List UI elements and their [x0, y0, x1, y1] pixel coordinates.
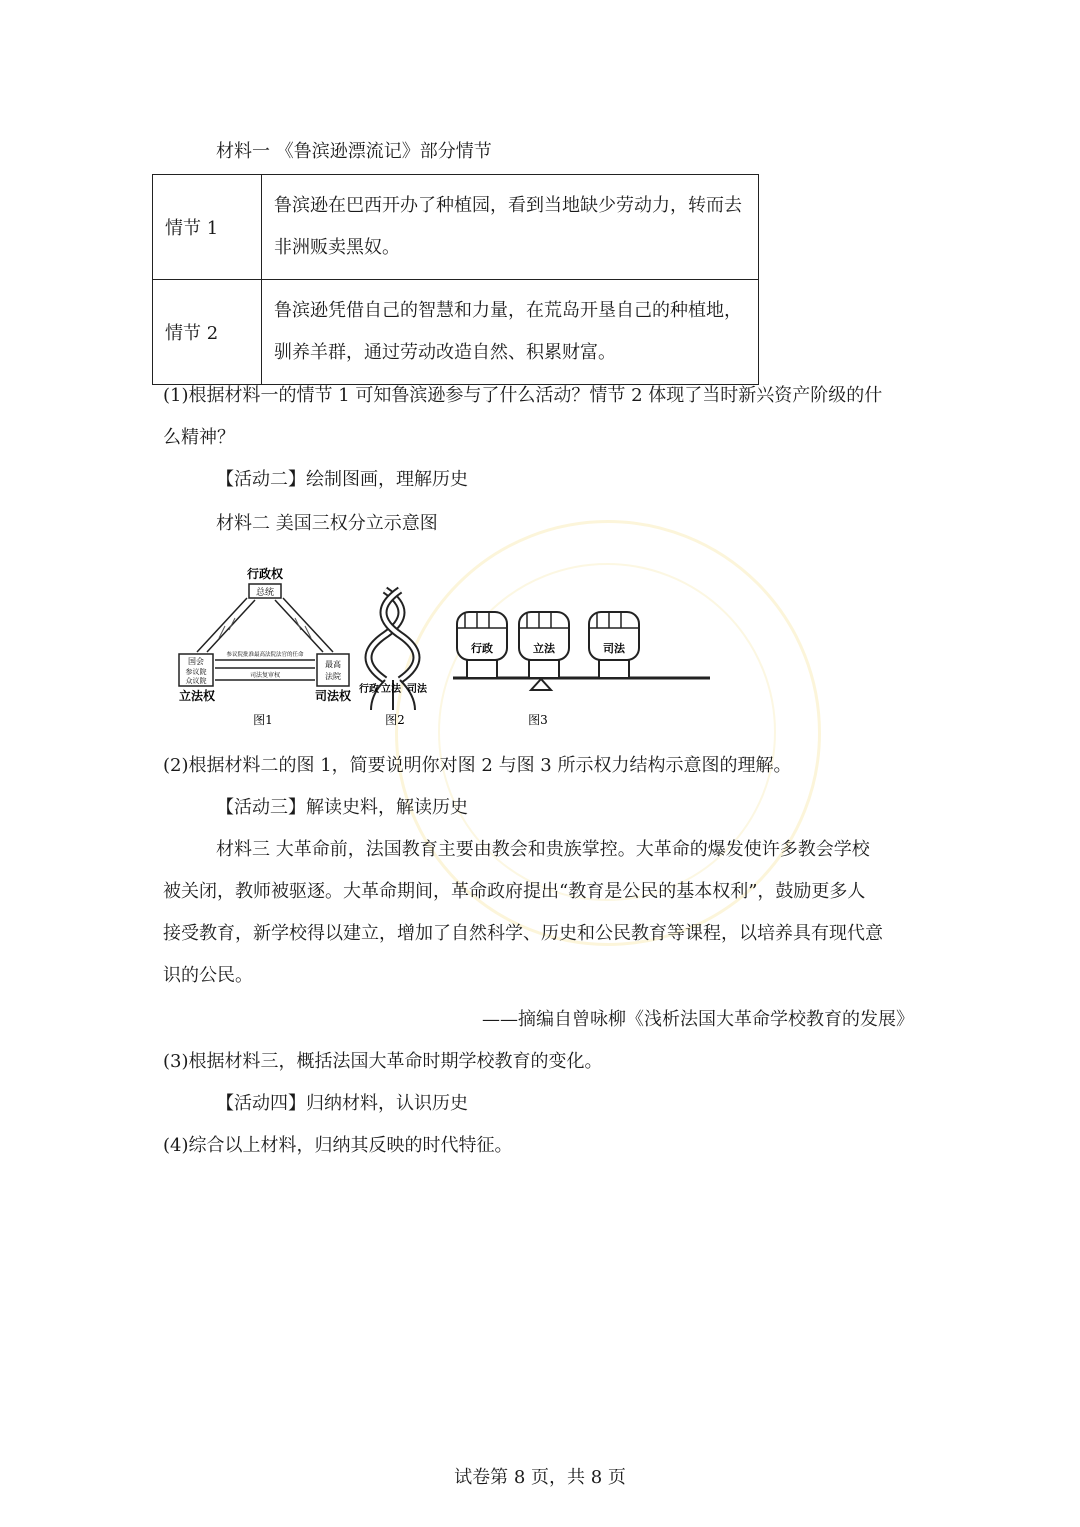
question-2: (2)根据材料二的图 1，简要说明你对图 2 与图 3 所示权力结构示意图的理解。	[163, 755, 792, 776]
plot-row-2	[153, 280, 759, 385]
activity-3-title: 【活动三】解读史料，解读历史	[216, 797, 468, 818]
braid-label-legislative: 立法	[381, 684, 401, 695]
figure-2-braid	[359, 590, 428, 727]
separation-of-powers-figure	[175, 560, 735, 735]
mid-bottom-label: 司法复审权	[249, 672, 281, 679]
arrow-right-outer	[283, 598, 333, 652]
court-box	[317, 654, 349, 686]
fig1-judicial-label: 司法权	[314, 689, 352, 703]
material3-line2: 被关闭，教师被驱逐。大革命期间，革命政府提出“教育是公民的基本权利”，鼓励更多人	[163, 881, 866, 902]
fig1-legislative-label: 立法权	[178, 689, 216, 703]
braid-label-judicial: 司法	[407, 684, 427, 695]
figure-1-triangle	[179, 566, 352, 727]
figure-3-balance	[453, 612, 710, 727]
material3-line4: 识的公民。	[163, 965, 253, 986]
question-3: (3)根据材料三，概括法国大革命时期学校教育的变化。	[163, 1051, 603, 1072]
activity-4-title: 【活动四】归纳材料，认识历史	[216, 1093, 468, 1114]
activity-2-title: 【活动二】绘制图画，理解历史	[216, 469, 468, 490]
material3-line1: 材料三 大革命前，法国教育主要由教会和贵族掌控。大革命的爆发使许多教会学校	[216, 839, 870, 860]
question-1-line1: (1)根据材料一的情节 1 可知鲁滨逊参与了什么活动？情节 2 体现了当时新兴资产阶级的什	[163, 385, 883, 406]
fist-legislative	[519, 612, 569, 678]
fist-executive-label: 行政	[471, 642, 493, 655]
plot-text-2	[262, 280, 759, 385]
material1-heading: 材料一 《鲁滨逊漂流记》部分情节	[216, 141, 492, 162]
congress-label: 国会	[188, 657, 204, 666]
fist-judicial-label: 司法	[603, 642, 625, 655]
material3-line3: 接受教育，新学校得以建立，增加了自然科学、历史和公民教育等课程，以培养具有现代意	[163, 923, 883, 944]
president-label: 总统	[255, 588, 275, 598]
fig2-caption: 图2	[385, 713, 405, 727]
plot-text-1-line2: 非洲贩卖黑奴。	[274, 237, 400, 258]
fig3-caption: 图3	[528, 713, 548, 727]
question-4: (4)综合以上材料，归纳其反映的时代特征。	[163, 1135, 513, 1156]
plot-label-2: 情节 2	[153, 280, 262, 385]
balance-fulcrum	[531, 679, 551, 690]
fig1-caption: 图1	[253, 713, 273, 727]
plot-text-2-line1: 鲁滨逊凭借自己的智慧和力量，在荒岛开垦自己的种植地，	[274, 300, 742, 321]
question-1-line2: 么精神？	[163, 427, 235, 448]
mid-top-label: 参议院批准最高法院法官的任命	[226, 652, 304, 658]
arrow-left-outer	[197, 598, 247, 652]
plot-text-1-line1: 鲁滨逊在巴西开办了种植园，看到当地缺少劳动力，转而去	[274, 195, 742, 216]
court-label-1: 最高	[325, 660, 341, 669]
fist-legislative-label: 立法	[533, 642, 555, 655]
plot-table	[152, 174, 759, 385]
tick-right-1	[295, 618, 301, 630]
fist-judicial	[589, 612, 639, 678]
braid-label-executive: 行政	[359, 684, 379, 695]
tick-left-1	[229, 618, 235, 630]
fist-executive	[457, 612, 507, 678]
page-footer: 试卷第 8 页，共 8 页	[454, 1467, 626, 1488]
plot-text-1	[262, 175, 759, 280]
plot-text-2-line2: 驯养羊群，通过劳动改造自然、积累财富。	[274, 342, 616, 363]
house-label: 众议院	[185, 677, 207, 685]
court-label-2: 法院	[325, 672, 341, 681]
material2-heading: 材料二 美国三权分立示意图	[216, 513, 438, 534]
plot-label-1: 情节 1	[153, 175, 262, 280]
material3-source: ——摘编自曾咏柳《浅析法国大革命学校教育的发展》	[482, 1009, 914, 1030]
plot-row-1	[153, 175, 759, 280]
senate-label: 参议院	[185, 668, 207, 676]
fig1-executive-label: 行政权	[246, 567, 284, 581]
